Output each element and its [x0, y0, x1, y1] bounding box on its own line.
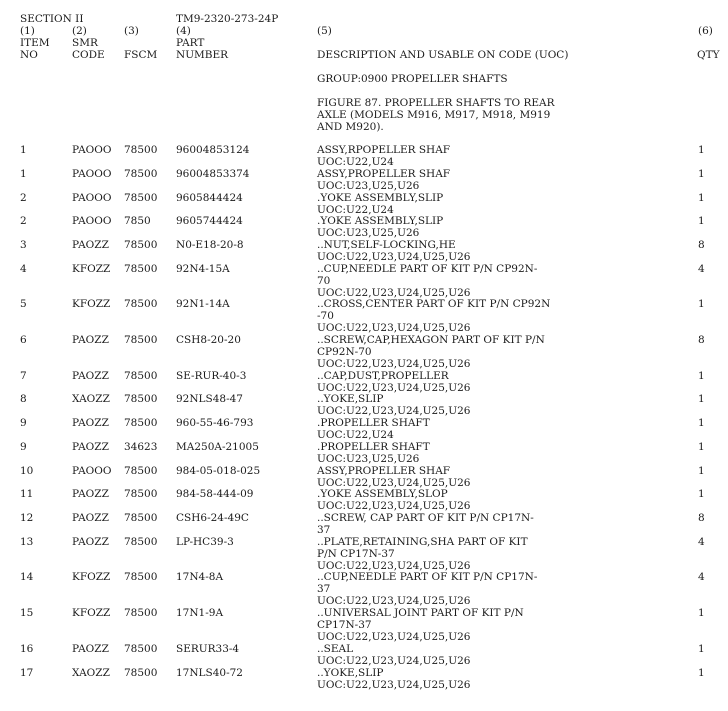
section-label: SECTION II: [20, 13, 84, 25]
description-header: DESCRIPTION AND USABLE ON CODE (UOC): [317, 49, 569, 61]
fscm-header: FSCM: [124, 49, 158, 61]
col-number-6: (6): [698, 25, 713, 37]
description-line: ..PLATE,RETAINING,SHA PART OF KIT: [317, 536, 528, 548]
description-line: ..SCREW,CAP,HEXAGON PART OF KIT P/N: [317, 334, 545, 346]
description-line: 37: [317, 583, 331, 595]
description-line: UOC:U22,U24: [317, 204, 394, 216]
quantity: 1: [698, 370, 705, 382]
quantity: 4: [698, 536, 705, 548]
fscm-code: 78500: [124, 667, 158, 679]
fscm-code: 78500: [124, 192, 158, 204]
quantity: 8: [698, 512, 705, 524]
item-header: ITEM: [20, 37, 50, 49]
number-header: NUMBER: [176, 49, 229, 61]
description-line: ..SEAL: [317, 643, 354, 655]
part-number: N0-E18-20-8: [176, 239, 244, 251]
fscm-code: 78500: [124, 239, 158, 251]
description-line: UOC:U23,U25,U26: [317, 453, 420, 465]
figure-line: AND M920).: [317, 121, 384, 133]
fscm-code: 78500: [124, 168, 158, 180]
part-number: 92N4-15A: [176, 263, 230, 275]
part-number: 984-05-018-025: [176, 465, 261, 477]
item-number: 8: [20, 393, 27, 405]
quantity: 1: [698, 215, 705, 227]
smr-header: SMR: [72, 37, 98, 49]
description-line: .PROPELLER SHAFT: [317, 417, 430, 429]
part-number: 9605844424: [176, 192, 243, 204]
no-header: NO: [20, 49, 38, 61]
quantity: 1: [698, 144, 705, 156]
fscm-code: 78500: [124, 417, 158, 429]
smr-code: PAOOO: [72, 465, 112, 477]
item-number: 2: [20, 192, 27, 204]
description-line: UOC:U22,U23,U24,U25,U26: [317, 382, 471, 394]
fscm-code: 78500: [124, 607, 158, 619]
description-line: UOC:U22,U23,U24,U25,U26: [317, 322, 471, 334]
description-line: 37: [317, 524, 331, 536]
item-number: 14: [20, 571, 34, 583]
col-number-1: (1): [20, 25, 35, 37]
item-number: 15: [20, 607, 34, 619]
quantity: 1: [698, 488, 705, 500]
part-number: 9605744424: [176, 215, 243, 227]
fscm-code: 78500: [124, 536, 158, 548]
description-line: UOC:U22,U24: [317, 429, 394, 441]
smr-code: PAOOO: [72, 144, 112, 156]
smr-code: PAOZZ: [72, 536, 109, 548]
item-number: 11: [20, 488, 34, 500]
description-line: ..CROSS,CENTER PART OF KIT P/N CP92N: [317, 298, 551, 310]
quantity: 1: [698, 607, 705, 619]
smr-code: PAOZZ: [72, 334, 109, 346]
item-number: 16: [20, 643, 34, 655]
item-number: 6: [20, 334, 27, 346]
description-line: UOC:U22,U23,U24,U25,U26: [317, 477, 471, 489]
part-number: 960-55-46-793: [176, 417, 254, 429]
smr-code: PAOZZ: [72, 488, 109, 500]
quantity: 4: [698, 263, 705, 275]
fscm-code: 78500: [124, 370, 158, 382]
quantity: 1: [698, 298, 705, 310]
smr-code: XAOZZ: [72, 393, 110, 405]
part-number: SERUR33-4: [176, 643, 240, 655]
fscm-code: 78500: [124, 571, 158, 583]
fscm-code: 78500: [124, 298, 158, 310]
description-line: ASSY,PROPELLER SHAF: [317, 465, 451, 477]
smr-code: KFOZZ: [72, 571, 111, 583]
description-line: P/N CP17N-37: [317, 548, 395, 560]
description-line: .YOKE ASSEMBLY,SLIP: [317, 192, 444, 204]
fscm-code: 78500: [124, 334, 158, 346]
quantity: 1: [698, 465, 705, 477]
fscm-code: 78500: [124, 643, 158, 655]
fscm-code: 34623: [124, 441, 158, 453]
description-line: UOC:U22,U23,U24,U25,U26: [317, 631, 471, 643]
description-line: UOC:U22,U23,U24,U25,U26: [317, 500, 471, 512]
description-line: CP92N-70: [317, 346, 372, 358]
part-number: 92NLS48-47: [176, 393, 243, 405]
smr-code: PAOZZ: [72, 239, 109, 251]
smr-code: XAOZZ: [72, 667, 110, 679]
col-number-4: (4): [176, 25, 191, 37]
description-line: ..CUP,NEEDLE PART OF KIT P/N CP17N-: [317, 571, 538, 583]
item-number: 7: [20, 370, 27, 382]
col-number-3: (3): [124, 25, 139, 37]
part-number: 17N1-9A: [176, 607, 224, 619]
smr-code: KFOZZ: [72, 263, 111, 275]
group-title: GROUP:0900 PROPELLER SHAFTS: [317, 73, 508, 85]
description-line: .YOKE ASSEMBLY,SLIP: [317, 215, 444, 227]
description-line: .YOKE ASSEMBLY,SLOP: [317, 488, 448, 500]
description-line: ..UNIVERSAL JOINT PART OF KIT P/N: [317, 607, 524, 619]
item-number: 17: [20, 667, 34, 679]
part-number: MA250A-21005: [176, 441, 259, 453]
item-number: 4: [20, 263, 27, 275]
description-line: ..YOKE,SLIP: [317, 393, 384, 405]
part-number: CSH6-24-49C: [176, 512, 249, 524]
smr-code: PAOZZ: [72, 370, 109, 382]
item-number: 12: [20, 512, 34, 524]
part-number: 984-58-444-09: [176, 488, 254, 500]
quantity: 4: [698, 571, 705, 583]
fscm-code: 78500: [124, 263, 158, 275]
item-number: 1: [20, 144, 27, 156]
qty-header: QTY: [697, 49, 720, 61]
smr-code: PAOOO: [72, 168, 112, 180]
description-line: ..CUP,NEEDLE PART OF KIT P/N CP92N-: [317, 263, 538, 275]
smr-code: PAOZZ: [72, 643, 109, 655]
item-number: 9: [20, 441, 27, 453]
quantity: 1: [698, 192, 705, 204]
description-line: UOC:U22,U23,U24,U25,U26: [317, 560, 471, 572]
description-line: .PROPELLER SHAFT: [317, 441, 430, 453]
description-line: UOC:U23,U25,U26: [317, 227, 420, 239]
fscm-code: 78500: [124, 488, 158, 500]
part-number: 92N1-14A: [176, 298, 230, 310]
quantity: 1: [698, 393, 705, 405]
description-line: ..CAP,DUST,PROPELLER: [317, 370, 449, 382]
item-number: 2: [20, 215, 27, 227]
smr-code: PAOOO: [72, 192, 112, 204]
fscm-code: 78500: [124, 393, 158, 405]
smr-code: PAOOO: [72, 215, 112, 227]
quantity: 1: [698, 417, 705, 429]
description-line: UOC:U22,U23,U24,U25,U26: [317, 595, 471, 607]
smr-code: KFOZZ: [72, 607, 111, 619]
smr-code: KFOZZ: [72, 298, 111, 310]
description-line: UOC:U22,U23,U24,U25,U26: [317, 405, 471, 417]
part-number: 96004853124: [176, 144, 250, 156]
quantity: 1: [698, 168, 705, 180]
description-line: UOC:U22,U23,U24,U25,U26: [317, 655, 471, 667]
tm-number: TM9-2320-273-24P: [176, 13, 279, 25]
description-line: 70: [317, 275, 331, 287]
fscm-code: 78500: [124, 465, 158, 477]
description-line: ASSY,PROPELLER SHAF: [317, 168, 451, 180]
item-number: 1: [20, 168, 27, 180]
part-number: LP-HC39-3: [176, 536, 234, 548]
description-line: UOC:U23,U25,U26: [317, 180, 420, 192]
figure-line: FIGURE 87. PROPELLER SHAFTS TO REAR: [317, 97, 555, 109]
item-number: 5: [20, 298, 27, 310]
quantity: 1: [698, 643, 705, 655]
quantity: 1: [698, 441, 705, 453]
item-number: 13: [20, 536, 34, 548]
part-number: 17N4-8A: [176, 571, 224, 583]
description-line: ..YOKE,SLIP: [317, 667, 384, 679]
description-line: ..NUT,SELF-LOCKING,HE: [317, 239, 456, 251]
code-header: CODE: [72, 49, 105, 61]
part-number: 17NLS40-72: [176, 667, 243, 679]
part-header: PART: [176, 37, 205, 49]
quantity: 8: [698, 239, 705, 251]
col-number-5: (5): [317, 25, 332, 37]
quantity: 1: [698, 667, 705, 679]
part-number: 96004853374: [176, 168, 250, 180]
smr-code: PAOZZ: [72, 441, 109, 453]
item-number: 9: [20, 417, 27, 429]
col-number-2: (2): [72, 25, 87, 37]
part-number: SE-RUR-40-3: [176, 370, 247, 382]
quantity: 8: [698, 334, 705, 346]
description-line: UOC:U22,U23,U24,U25,U26: [317, 679, 471, 691]
figure-line: AXLE (MODELS M916, M917, M918, M919: [317, 109, 551, 121]
description-line: ..SCREW, CAP PART OF KIT P/N CP17N-: [317, 512, 534, 524]
part-number: CSH8-20-20: [176, 334, 241, 346]
smr-code: PAOZZ: [72, 512, 109, 524]
fscm-code: 78500: [124, 144, 158, 156]
description-line: UOC:U22,U24: [317, 156, 394, 168]
description-line: UOC:U22,U23,U24,U25,U26: [317, 287, 471, 299]
smr-code: PAOZZ: [72, 417, 109, 429]
item-number: 10: [20, 465, 34, 477]
description-line: ASSY,RPOPELLER SHAF: [317, 144, 451, 156]
fscm-code: 78500: [124, 512, 158, 524]
description-line: -70: [317, 310, 334, 322]
description-line: CP17N-37: [317, 619, 372, 631]
description-line: UOC:U22,U23,U24,U25,U26: [317, 358, 471, 370]
fscm-code: 7850: [124, 215, 151, 227]
item-number: 3: [20, 239, 27, 251]
description-line: UOC:U22,U23,U24,U25,U26: [317, 251, 471, 263]
